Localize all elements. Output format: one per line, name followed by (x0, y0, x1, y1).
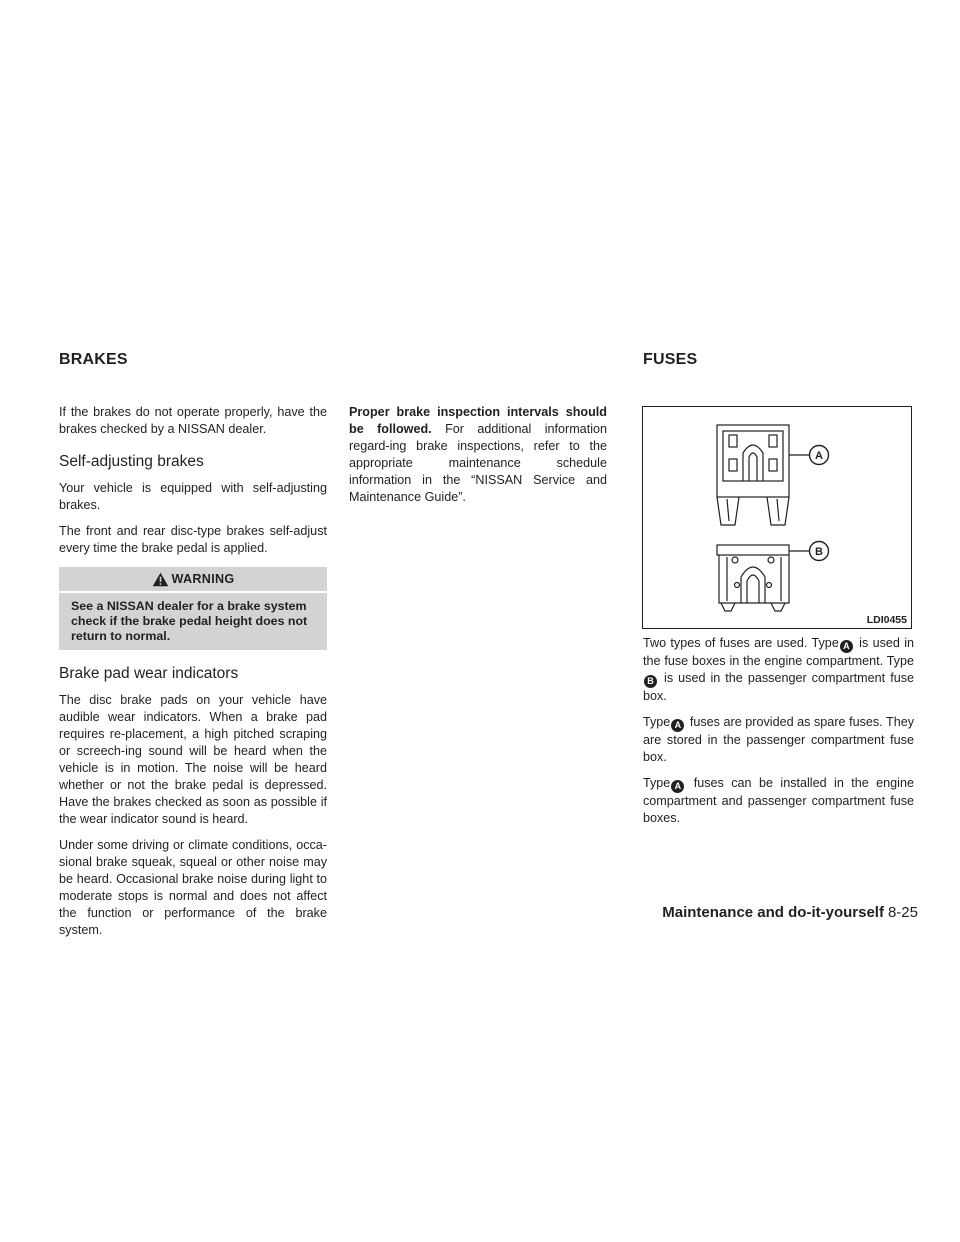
fuses-p3 (643, 775, 914, 827)
fuses-p2-text1: Type (643, 715, 671, 729)
fuses-heading: FUSES (643, 351, 698, 368)
pad-wear-p2: Under some driving or climate conditions, occa-sional brake squeak, squeal or other noise may be heard. Occasional brake noise during light to moderate stops is normal and does not affect the function or performance of the brake system. (59, 838, 327, 937)
brakes-heading: BRAKES (59, 351, 128, 368)
inspection-bold: Proper brake inspection intervals should be followed. (349, 405, 607, 436)
fuses-p3-text2: fuses can be installed in the engine compartment and passenger compartment fuse boxes. (643, 776, 914, 825)
brakes-column-left (59, 404, 327, 948)
self-adjusting-p1: Your vehicle is equipped with self-adjusting brakes. (59, 481, 327, 512)
fuse-figure (642, 406, 912, 629)
fuses-p1-text3: is used in the passenger compartment fuse box. (643, 671, 914, 703)
fuses-p1 (643, 635, 914, 705)
inspection-rest: For additional information regard-ing brake inspections, refer to the appropriate maintenance schedule information in the “NISSAN Service and Maintenance Guide”. (349, 422, 607, 504)
figure-code: LDI0455 (866, 614, 907, 626)
fuses-p1-text1: Two types of fuses are used. Type (643, 636, 839, 650)
callout-b-label: B (815, 546, 823, 558)
warning-label: WARNING (171, 571, 235, 586)
brakes-column-right (349, 404, 607, 515)
self-adjusting-title: Self-adjusting brakes (59, 453, 204, 470)
brakes-intro: If the brakes do not operate properly, have the brakes checked by a NISSAN dealer. (59, 405, 327, 436)
page-footer (662, 904, 918, 921)
fuses-column (643, 635, 914, 836)
fuses-p2 (643, 714, 914, 766)
warning-text: See a NISSAN dealer for a brake system check if the brake pedal height does not return to normal. (59, 593, 327, 650)
callout-a-icon: A (671, 780, 684, 793)
callout-a-icon: A (840, 640, 853, 653)
page-number: 8-25 (887, 904, 918, 921)
warning-header (59, 567, 327, 591)
fuse-a-body (717, 425, 789, 497)
pad-wear-title: Brake pad wear indicators (59, 665, 239, 682)
footer-title: Maintenance and do-it-yourself (662, 904, 884, 921)
fuses-p3-text1: Type (643, 776, 671, 790)
fuses-p1-text2: is used in the fuse boxes in the engine compartment. Type (643, 636, 914, 668)
pad-wear-p1: The disc brake pads on your vehicle have audible wear indicators. When a brake pad requires re-placement, a high pitched scraping or screech-ing sound will be heard when the vehicle is in motion. The noise will be heard whether or not the brake pedal is depressed. Have the brakes checked as soon as possible if the wear indicator sound is heard. (59, 693, 327, 826)
fuse-illustration (643, 407, 911, 628)
warning-triangle-icon (152, 572, 169, 587)
self-adjusting-p2: The front and rear disc-type brakes self-adjust every time the brake pedal is applied. (59, 524, 327, 555)
inspection-paragraph (349, 404, 607, 506)
callout-a-icon: A (671, 719, 684, 732)
fuse-b-top (717, 545, 789, 555)
callout-a-label: A (815, 450, 823, 462)
callout-b-icon: B (644, 675, 657, 688)
fuses-p2-text2: fuses are provided as spare fuses. They are stored in the passenger compartment fuse box. (643, 715, 914, 764)
